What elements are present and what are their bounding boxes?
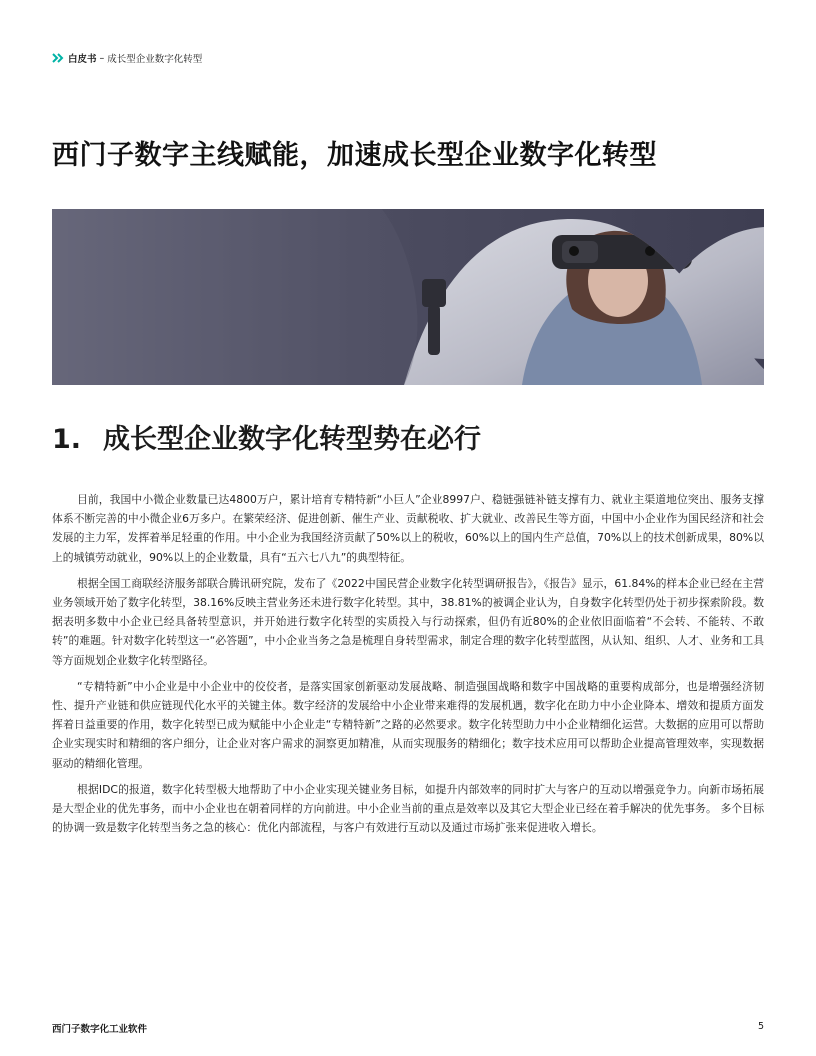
page-number: 5: [757, 1021, 764, 1032]
double-chevron-right-icon: [52, 53, 64, 63]
paragraph: “专精特新”中小企业是中小企业中的佼佼者，是落实国家创新驱动发展战略、制造强国战略和数字中国战略的重要构成部分，也是增强经济韧性、提升产业链和供应链现代化水平的关键主体。数字经济的发展给中小企业带来难得的发展机遇，数字化在助力中小企业降本、增效和提质方面发挥着日益重要的作用，数字化转型已成为赋能中小企业走“专精特新”之路的必然要求。数字化转型助力中小企业精细化运营。大数据的应用可以帮助企业实现实时和精细的客户细分，让企业对客户需求的洞察更加精准，从而实现服务的精细化；数字技术应用可以帮助企业提高管理效率，实现数据驱动的精细化管理。: [52, 679, 764, 770]
paragraph: 目前，我国中小微企业数量已达4800万户，累计培育专精特新“小巨人”企业8997户、稳链强链补链支撑有力、就业主渠道地位突出、服务支撑体系不断完善的中小微企业6万多户。在繁荣经济、促进创新、催生产业、贡献税收、扩大就业、改善民生等方面，中国中小企业作为国民经济和社会发展的主力军，发挥着举足轻重的作用。中小企业为我国经济贡献了50%以上的税收，60%以上的国内生产总值，70%以上的技术创新成果，80%以上的城镇劳动就业，90%以上的企业数量，具有“五六七八九”的典型特征。: [52, 493, 764, 564]
paragraph: 根据全国工商联经济服务部联合腾讯研究院，发布了《2022中国民营企业数字化转型调研报告》，《报告》显示，61.84%的样本企业已经在主营业务领域开始了数字化转型，38.16%反映主营业务还未进行数字化转型。其中，38.81%的被调企业认为，自身数字化转型仍处于初步探索阶段。数据表明多数中小企业已经具备转型意识，并开始进行数字化转型的实质投入与行动探索，但仍有近80%的企业依旧面临着“不会转、不能转、不敢转”的难题。针对数字化转型这一“必答题”，中小企业当务之急是梳理自身转型需求，制定合理的数字化转型蓝图，从认知、组织、人才、业务和工具等方面规划企业数字化转型路径。: [52, 576, 764, 667]
footer-company: 西门子数字化工业软件: [52, 1024, 148, 1035]
hero-image: [52, 209, 764, 385]
header-doc-type: 白皮书: [68, 54, 97, 65]
header-subtitle: 成长型企业数字化转型: [107, 54, 203, 65]
body-text: [52, 490, 764, 844]
section-heading: [52, 417, 481, 456]
section-number: 1.: [52, 424, 82, 455]
paragraph: 根据IDC的报道，数字化转型极大地帮助了中小企业实现关键业务目标，如提升内部效率的同时扩大与客户的互动以增强竞争力。向新市场拓展是大型企业的优先事务，而中小企业也在朝着同样的方向前进。中小企业当前的重点是效率以及其它大型企业已经在着手解决的优先事务。 多个目标的协调一致是数字化转型当务之急的核心：优化内部流程，与客户有效进行互动以及通过市场扩张来促进收入增长。: [52, 782, 764, 835]
page-title: 西门子数字主线赋能，加速成长型企业数字化转型: [52, 140, 657, 171]
running-header: [52, 50, 202, 66]
section-title-text: 成长型企业数字化转型势在必行: [103, 424, 482, 455]
header-separator: –: [99, 52, 105, 64]
